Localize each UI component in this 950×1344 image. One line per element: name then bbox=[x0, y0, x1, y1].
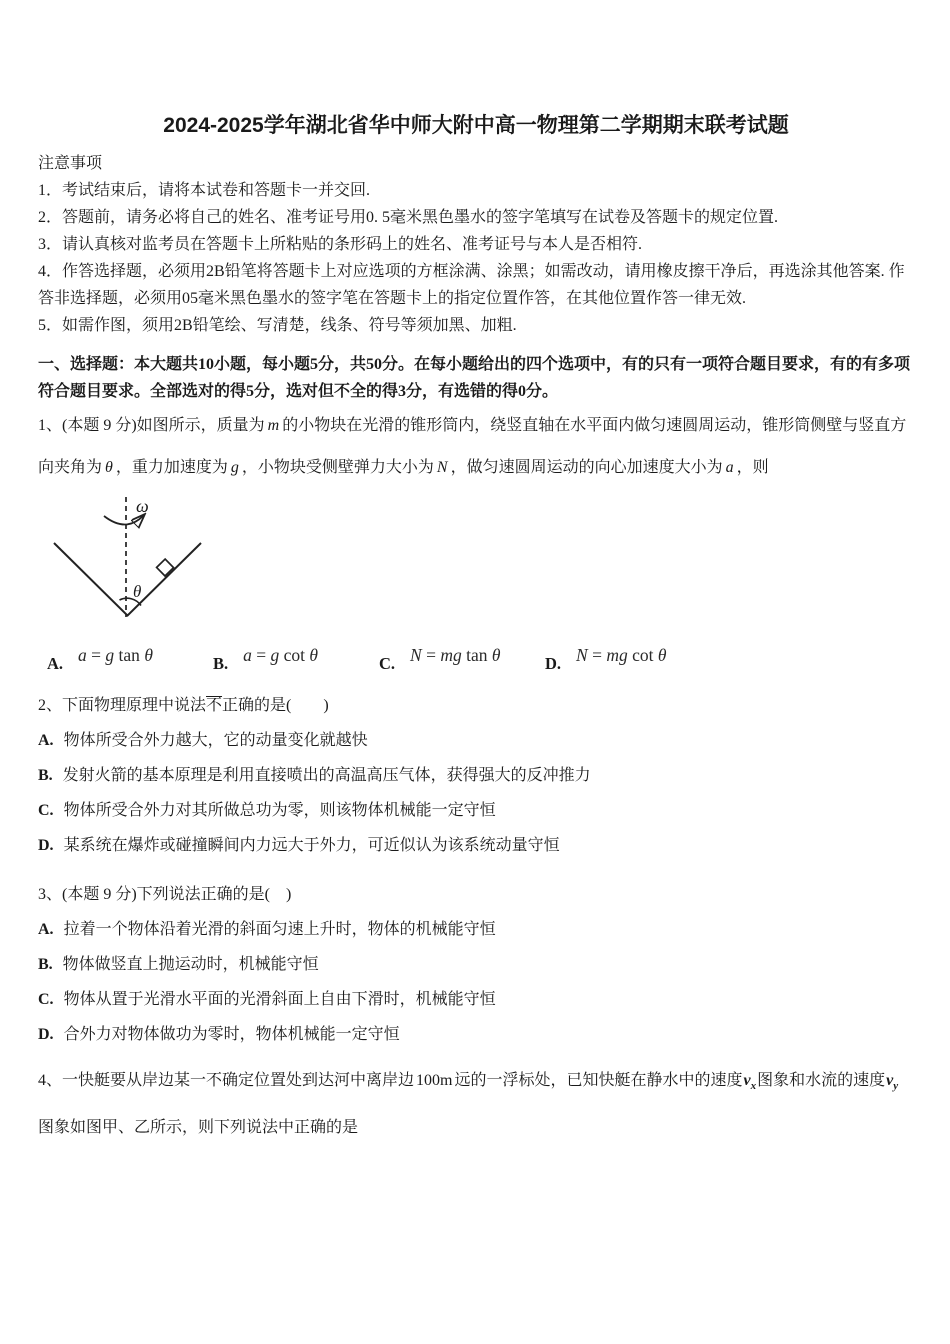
q4-text-2: 图象和水流的速度 bbox=[757, 1072, 886, 1089]
notice-item-2: 2．答题前，请务必将自己的姓名、准考证号用0. 5毫米黑色墨水的签字笔填写在试卷及答题卡的规定位置. bbox=[38, 209, 779, 226]
q4-text-1: 远的一浮标处，已知快艇在静水中的速度 bbox=[454, 1072, 743, 1089]
question-2 bbox=[38, 688, 914, 863]
q1-var-n: N bbox=[436, 459, 448, 476]
q1-option-a-formula bbox=[78, 645, 153, 665]
q3-option-c bbox=[38, 982, 914, 1017]
q1-var-a: a bbox=[725, 459, 734, 476]
notice-item-4: 4．作答选择题，必须用2B铅笔将答题卡上对应选项的方框涂满、涂黑；如需改动，请用橡皮擦干净后，再选涂其他答案. 作答非选择题，必须用05毫米黑色墨水的签字笔在答题卡上的指定位置作答，在其他位置作答一律无效. bbox=[38, 263, 905, 307]
exam-title: 2024-2025学年湖北省华中师大附中高一物理第二学期期末联考试题 bbox=[163, 114, 789, 137]
q4-var-vx bbox=[742, 1072, 757, 1093]
q2-stem-post: 正确的是( ) bbox=[222, 697, 329, 714]
q4-distance-value: 100m bbox=[416, 1072, 453, 1089]
formula-lhs: a bbox=[243, 645, 252, 665]
formula-lhs: a bbox=[78, 645, 87, 665]
formula-equals: = bbox=[587, 645, 607, 665]
q1-text-4: ，做匀速圆周运动的向心加速度大小为 bbox=[450, 459, 723, 476]
notice-heading: 注意事项 bbox=[38, 155, 103, 172]
q1-option-c bbox=[379, 645, 545, 674]
section-one-heading: 一、选择题：本大题共10小题，每小题5分，共50分。在每小题给出的四个选项中，有的只有一项符合题目要求，有的有多项符合题目要求。全部选对的得5分，选对但不全的得3分，有选错的得0分。 bbox=[38, 356, 911, 400]
notice-item-3: 3．请认真核对监考员在答题卡上所粘贴的条形码上的姓名、准考证号与本人是否相符. bbox=[38, 236, 643, 253]
q3-option-b-label: B. bbox=[38, 956, 53, 973]
q3-option-c-text: 物体从置于光滑水平面的光滑斜面上自由下滑时，机械能守恒 bbox=[63, 991, 496, 1008]
q2-option-c bbox=[38, 793, 914, 828]
q2-option-a-text: 物体所受合外力越大，它的动量变化就越快 bbox=[63, 732, 368, 749]
formula-fn: cot bbox=[279, 645, 310, 665]
omega-rotation-arrow bbox=[104, 516, 143, 525]
q3-option-a-label: A. bbox=[38, 921, 54, 938]
q2-option-c-label: C. bbox=[38, 802, 54, 819]
notice-item-1: 1．考试结束后，请将本试卷和答题卡一并交回. bbox=[38, 182, 371, 199]
question-1-options bbox=[38, 645, 914, 674]
q1-option-a bbox=[47, 645, 213, 674]
q2-option-a-label: A. bbox=[38, 732, 54, 749]
q2-option-a bbox=[38, 723, 914, 758]
formula-coef: mg bbox=[440, 645, 462, 665]
q1-var-m: m bbox=[267, 417, 280, 434]
q2-option-b-label: B. bbox=[38, 767, 53, 784]
formula-equals: = bbox=[86, 645, 106, 665]
formula-coef: mg bbox=[606, 645, 628, 665]
q1-text-5: ，则 bbox=[736, 459, 769, 476]
q4-var-vx-sub: x bbox=[750, 1080, 757, 1093]
q1-var-g: g bbox=[230, 459, 239, 476]
q4-text-3: 图象如图甲、乙所示，则下列说法中正确的是 bbox=[38, 1119, 359, 1137]
formula-angle: θ bbox=[309, 645, 319, 665]
formula-equals: = bbox=[421, 645, 441, 665]
formula-equals: = bbox=[251, 645, 271, 665]
q2-option-c-text: 物体所受合外力对其所做总功为零，则该物体机械能一定守恒 bbox=[63, 802, 496, 819]
q2-stem-pre: 2、下面物理原理中说法 bbox=[38, 697, 207, 714]
q4-text-0: 4、一快艇要从岸边某一不确定位置处到达河中离岸边 bbox=[38, 1072, 415, 1089]
q3-option-d bbox=[38, 1017, 914, 1052]
q3-option-b-text: 物体做竖直上抛运动时，机械能守恒 bbox=[62, 956, 319, 973]
q2-option-b bbox=[38, 758, 914, 793]
q4-var-vy-sub: y bbox=[893, 1080, 899, 1093]
question-1-stem bbox=[38, 405, 914, 489]
q2-option-b-text: 发射火箭的基本原理是利用直接喷出的高温高压气体，获得强大的反冲推力 bbox=[62, 767, 591, 784]
q1-option-c-formula bbox=[410, 645, 500, 665]
q3-option-c-label: C. bbox=[38, 991, 54, 1008]
q2-option-d-text: 某系统在爆炸或碰撞瞬间内力远大于外力，可近似认为该系统动量守恒 bbox=[63, 837, 560, 854]
q1-option-b-formula bbox=[243, 645, 318, 665]
notice-section bbox=[38, 150, 914, 339]
formula-fn: cot bbox=[627, 645, 658, 665]
q3-option-a-text: 拉着一个物体沿着光滑的斜面匀速上升时，物体的机械能守恒 bbox=[63, 921, 496, 938]
formula-angle: θ bbox=[491, 645, 501, 665]
q1-option-d-label: D. bbox=[545, 654, 562, 673]
q3-option-a bbox=[38, 912, 914, 947]
question-3 bbox=[38, 877, 914, 1052]
q1-text-2: ，重力加速度为 bbox=[115, 459, 228, 476]
q3-option-d-text: 合外力对物体做功为零时，物体机械能一定守恒 bbox=[63, 1026, 400, 1043]
q3-option-b bbox=[38, 947, 914, 982]
q4-var-vx-base: v bbox=[743, 1072, 751, 1089]
notice-item-5: 5．如需作图，须用2B铅笔绘、写清楚，线条、符号等须加黑、加粗. bbox=[38, 317, 517, 334]
q2-stem-emphasis: 不 bbox=[206, 697, 223, 714]
cone-diagram bbox=[44, 493, 244, 643]
cone-right-wall bbox=[127, 543, 201, 616]
q1-option-d bbox=[545, 645, 667, 674]
formula-coef: g bbox=[105, 645, 115, 665]
question-3-stem: 3、(本题 9 分)下列说法正确的是( ) bbox=[38, 886, 292, 903]
formula-angle: θ bbox=[657, 645, 667, 665]
q1-option-c-label: C. bbox=[379, 654, 396, 673]
q4-var-vy bbox=[885, 1072, 899, 1093]
formula-coef: g bbox=[270, 645, 280, 665]
q1-text-1: 的小物块在光滑的锥形筒内，绕竖直轴在水平面内做匀速圆周运动，锥形筒侧壁与竖直方向夹角为 bbox=[38, 417, 907, 476]
q2-option-d-label: D. bbox=[38, 837, 54, 854]
q1-option-d-formula bbox=[576, 645, 666, 665]
formula-lhs: N bbox=[576, 645, 588, 665]
theta-label: θ bbox=[133, 582, 142, 601]
cone-left-wall bbox=[54, 543, 128, 616]
formula-angle: θ bbox=[144, 645, 153, 665]
q4-var-vy-base: v bbox=[886, 1072, 894, 1089]
formula-fn: tan bbox=[461, 645, 492, 665]
q3-option-d-label: D. bbox=[38, 1026, 54, 1043]
q1-text-0: 1、(本题 9 分)如图所示，质量为 bbox=[38, 417, 265, 434]
question-2-stem bbox=[38, 688, 914, 723]
formula-lhs: N bbox=[410, 645, 422, 665]
formula-fn: tan bbox=[114, 645, 145, 665]
q1-option-b-label: B. bbox=[213, 654, 229, 673]
q1-text-3: ，小物块受侧壁弹力大小为 bbox=[241, 459, 434, 476]
q1-var-theta: θ bbox=[105, 459, 113, 476]
q1-option-b bbox=[213, 645, 379, 674]
question-4-stem bbox=[38, 1060, 914, 1149]
omega-label: ω bbox=[136, 496, 149, 516]
q2-option-d bbox=[38, 828, 914, 863]
q1-option-a-label: A. bbox=[47, 654, 64, 673]
